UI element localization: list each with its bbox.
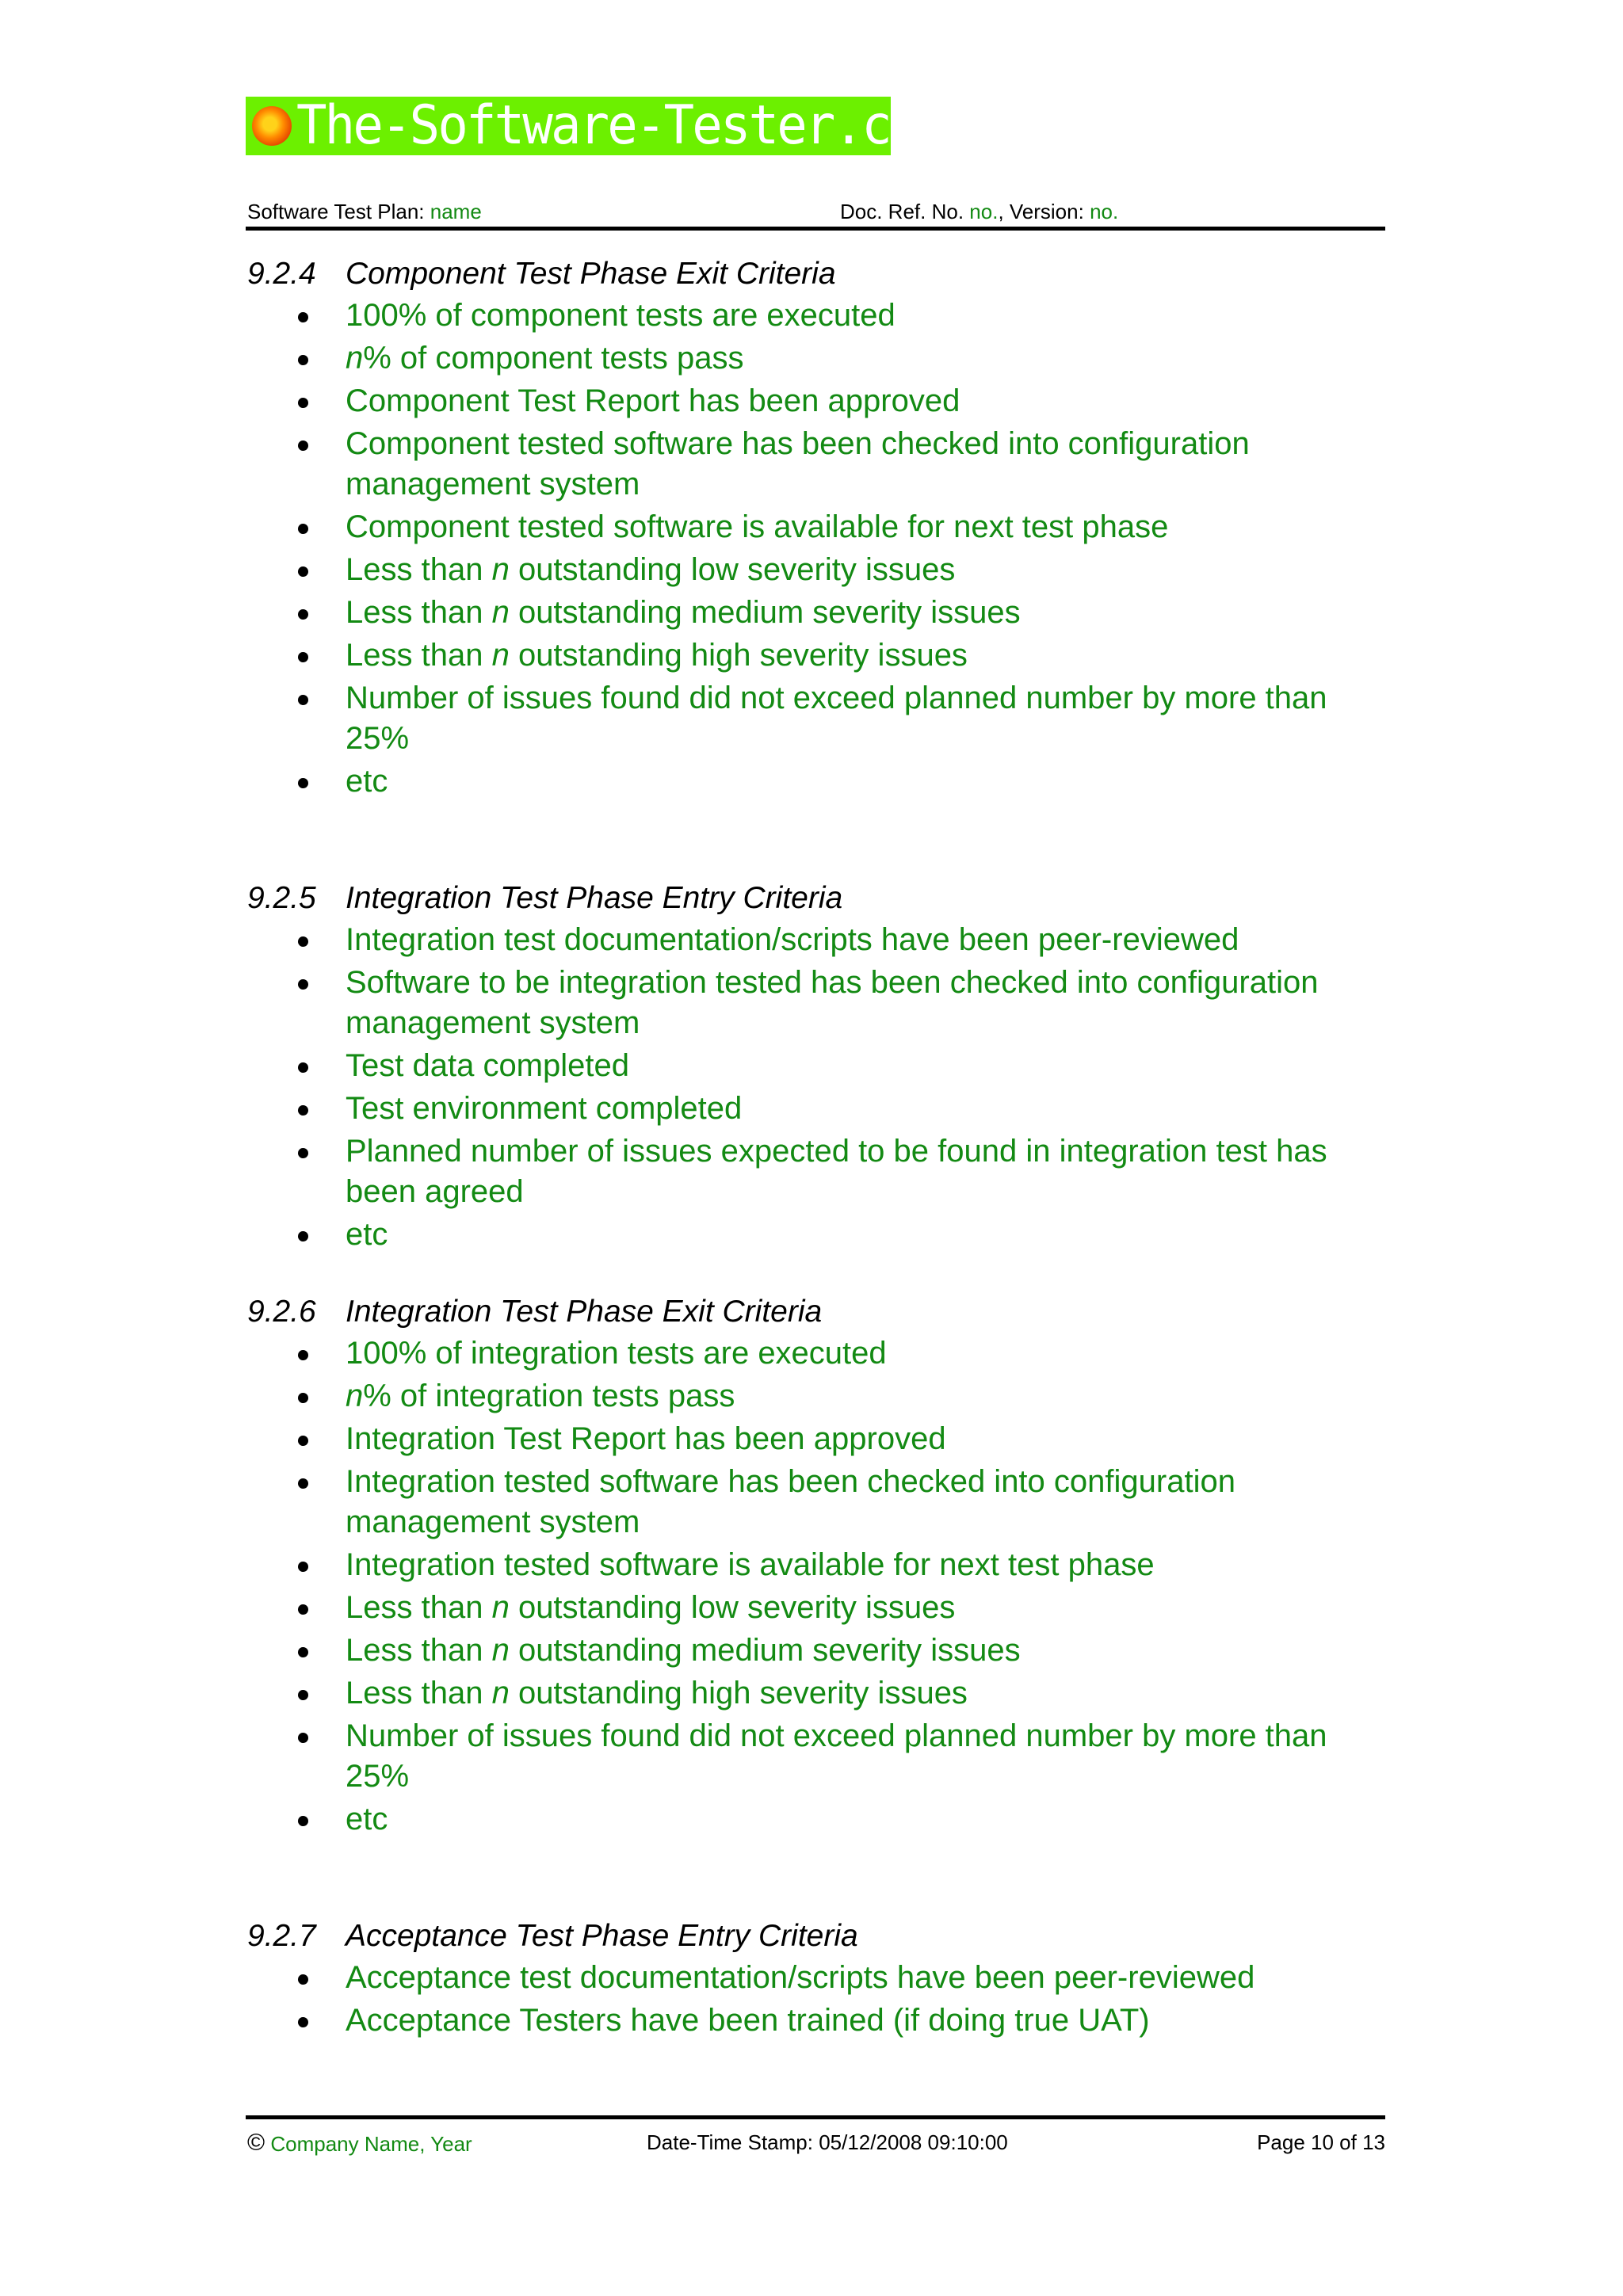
section-number: 9.2.5 (247, 881, 316, 915)
site-logo (246, 94, 947, 157)
bullet-icon (298, 1690, 308, 1700)
list-item-text: Integration tested software is available for next test phase (346, 1547, 1155, 1582)
list-item (246, 1630, 1387, 1671)
list-item (246, 1958, 1387, 1998)
list-item (246, 1462, 1387, 1543)
list-item (246, 507, 1387, 547)
bullet-icon (298, 609, 308, 620)
list-item (246, 424, 1387, 505)
list-item (246, 1716, 1387, 1797)
bullet-icon (298, 979, 308, 990)
bullet-icon (298, 1148, 308, 1158)
list-item-text: etc (346, 1802, 388, 1836)
list-item-text: Acceptance Testers have been trained (if doing true UAT) (346, 2003, 1150, 2038)
criteria-list (246, 920, 1387, 1255)
bullet-icon (298, 1733, 308, 1743)
list-item-text: Integration test documentation/scripts have been peer-reviewed (346, 922, 1239, 957)
list-item (246, 920, 1387, 960)
bullet-icon (298, 398, 308, 408)
criteria-list (246, 296, 1387, 802)
bullet-icon (298, 566, 308, 577)
bullet-icon (298, 355, 308, 365)
list-item-text: Less than n outstanding low severity issues (346, 552, 956, 587)
section-number: 9.2.7 (247, 1919, 316, 1953)
list-item (246, 1131, 1387, 1212)
bullet-icon (298, 312, 308, 322)
list-item-text: Less than n outstanding low severity issues (346, 1590, 956, 1625)
list-item-text: n% of integration tests pass (346, 1379, 735, 1413)
list-item-text: 100% of component tests are executed (346, 298, 896, 333)
bullet-icon (298, 778, 308, 788)
bullet-icon (298, 695, 308, 705)
list-item (246, 635, 1387, 676)
bullet-icon (298, 524, 308, 534)
list-item (246, 1089, 1387, 1129)
bullet-icon (298, 1647, 308, 1657)
list-item-text: Component tested software has been checked into configuration management system (346, 426, 1250, 502)
list-item (246, 593, 1387, 633)
section-heading (246, 255, 1387, 293)
bullet-icon (298, 1604, 308, 1615)
list-item-text: 100% of integration tests are executed (346, 1336, 887, 1371)
section-number: 9.2.4 (247, 257, 316, 291)
list-item (246, 1333, 1387, 1374)
list-item (246, 296, 1387, 336)
list-item (246, 381, 1387, 421)
list-item-text: Component tested software is available for next test phase (346, 509, 1169, 544)
list-item (246, 1545, 1387, 1585)
list-item (246, 2000, 1387, 2041)
list-item (246, 1215, 1387, 1255)
page-header (246, 198, 1385, 231)
list-item (246, 338, 1387, 379)
plan-name: Software Test Plan: name (247, 200, 482, 223)
bullet-icon (298, 1105, 308, 1116)
page-number: Page 10 of 13 (1257, 2130, 1385, 2154)
page-footer (246, 2115, 1385, 2156)
bullet-icon (298, 1350, 308, 1360)
list-item-text: Less than n outstanding high severity issues (346, 638, 968, 673)
section-title: Component Test Phase Exit Criteria (346, 257, 836, 291)
list-item (246, 1588, 1387, 1628)
sun-logo-icon (252, 106, 292, 146)
list-item (246, 1799, 1387, 1840)
list-item-text: Integration tested software has been checked into configuration management system (346, 1464, 1235, 1539)
bullet-icon (298, 1062, 308, 1073)
criteria-list (246, 1958, 1387, 2041)
list-item (246, 963, 1387, 1043)
bullet-icon (298, 652, 308, 662)
section-9-2-7 (246, 1917, 1387, 2041)
list-item (246, 1419, 1387, 1459)
list-item (246, 678, 1387, 759)
list-item (246, 550, 1387, 590)
section-title: Integration Test Phase Exit Criteria (346, 1295, 823, 1329)
section-9-2-4 (246, 255, 1387, 802)
list-item-text: Less than n outstanding high severity issues (346, 1676, 968, 1711)
list-item-text: Software to be integration tested has been checked into configuration management system (346, 965, 1319, 1040)
list-item-text: Component Test Report has been approved (346, 383, 960, 418)
list-item-text: Integration Test Report has been approved (346, 1421, 946, 1456)
copyright (247, 2130, 472, 2157)
copyright-icon: © (247, 2130, 265, 2156)
criteria-list (246, 1333, 1387, 1840)
section-title: Integration Test Phase Entry Criteria (346, 881, 843, 915)
list-item (246, 1376, 1387, 1417)
list-item-text: Test environment completed (346, 1091, 743, 1126)
list-item-text: Less than n outstanding medium severity issues (346, 1633, 1021, 1668)
section-9-2-6 (246, 1293, 1387, 1840)
list-item-text: Number of issues found did not exceed planned number by more than 25% (346, 681, 1327, 756)
list-item (246, 1673, 1387, 1714)
list-item-text: n% of component tests pass (346, 341, 744, 376)
section-9-2-5 (246, 879, 1387, 1255)
bullet-icon (298, 1393, 308, 1403)
logo-text: The-Software-Tester.com (296, 94, 947, 157)
section-heading (246, 879, 1387, 917)
section-title: Acceptance Test Phase Entry Criteria (346, 1919, 858, 1953)
bullet-icon (298, 441, 308, 451)
list-item-text: Test data completed (346, 1048, 629, 1083)
list-item-text: etc (346, 764, 388, 799)
bullet-icon (298, 1436, 308, 1446)
bullet-icon (298, 1816, 308, 1826)
section-heading (246, 1293, 1387, 1331)
doc-ref: Doc. Ref. No. no., Version: no. (840, 200, 1119, 223)
list-item-text: Number of issues found did not exceed planned number by more than 25% (346, 1718, 1327, 1794)
section-heading (246, 1917, 1387, 1955)
bullet-icon (298, 1231, 308, 1241)
list-item-text: Acceptance test documentation/scripts have been peer-reviewed (346, 1960, 1255, 1995)
section-number: 9.2.6 (247, 1295, 316, 1329)
company-name: Company Name, Year (270, 2132, 472, 2156)
date-time-stamp: Date-Time Stamp: 05/12/2008 09:10:00 (647, 2130, 1008, 2154)
list-item (246, 761, 1387, 802)
list-item (246, 1046, 1387, 1086)
bullet-icon (298, 1974, 308, 1985)
list-item-text: Planned number of issues expected to be found in integration test has been agreed (346, 1134, 1327, 1209)
bullet-icon (298, 2017, 308, 2027)
bullet-icon (298, 1562, 308, 1572)
bullet-icon (298, 1478, 308, 1489)
list-item-text: etc (346, 1217, 388, 1252)
list-item-text: Less than n outstanding medium severity issues (346, 595, 1021, 630)
bullet-icon (298, 936, 308, 947)
